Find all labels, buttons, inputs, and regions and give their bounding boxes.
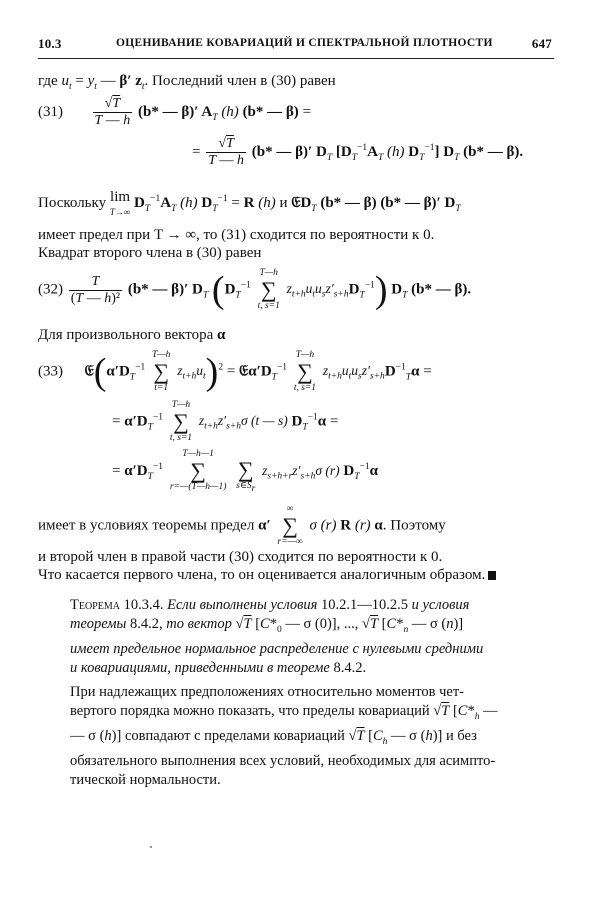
text-line-has-limit: имеет в условиях теоремы предел α′ ∞ ∑ r=—∞ σ (r) R (r) α. Поэтому bbox=[38, 504, 446, 547]
running-title: ОЦЕНИВАНИЕ КОВАРИАЦИЙ И СПЕКТРАЛЬНОЙ ПЛОТНОСТИ bbox=[116, 37, 493, 49]
theorem-text-4: то вектор bbox=[166, 616, 232, 632]
theorem-text-1: Если выполнены условия bbox=[167, 597, 318, 613]
text-line-limit: имеет предел при T → ∞, то (31) сходится по вероятности к 0. bbox=[38, 227, 435, 243]
equation-31-part2: = $\frac{√T}{T — h}$ (b* — β)′ $D_T$ [$D_T^{-1}A_T$ (h) $D_T^{-1}$] $D_T$ (b* — β). bbox=[192, 136, 524, 168]
theorem-number: 10.3.4. bbox=[123, 597, 164, 613]
para-line-4: обязательного выполнения всех условий, необходимых для асимпто- bbox=[70, 752, 496, 769]
text-line-vector: Для произвольного вектора α bbox=[38, 327, 226, 343]
equation-31-label: (31) bbox=[38, 103, 63, 120]
para-line-3-text: совпадают с пределами ковариаций bbox=[124, 727, 345, 744]
text-arbitrary-vector: Для произвольного вектора bbox=[38, 327, 214, 343]
theorem-label: Теорема bbox=[70, 597, 120, 613]
theorem-text-6: и ковариациями, приведенными в теореме bbox=[70, 659, 330, 676]
theorem-ref-2: 8.4.2, bbox=[130, 616, 163, 632]
para-line-2: вертого порядка можно показать, что пределы ковариаций √T [$C*_h$ — bbox=[70, 703, 498, 722]
text-line-second-term: и второй член в правой части (30) сходится по вероятности к 0. bbox=[38, 549, 443, 565]
running-header bbox=[38, 36, 552, 56]
equation-32: (32) $\frac{T}{\text{(T — h)²}}$ (b* — β)′ $D_T$ ($D_T^{-1}$ T—h ∑ t, s=1 $z_{t+h}u_tu_sz'_{s+h}D_T^{-1}$) $D_T$ (b* — β). bbox=[38, 268, 472, 311]
equation-32-label: (32) bbox=[38, 281, 63, 298]
theorem-ref-3: 8.4.2. bbox=[333, 659, 367, 676]
equation-33-label: (33) bbox=[38, 363, 63, 380]
text-has-limit: имеет в условиях теоремы предел bbox=[38, 517, 255, 534]
theorem-10-3-4: Теорема 10.3.4. Если выполнены условия 10.2.1—10.2.5 и условия теоремы 8.4.2, то вектор √T [$C*_0$ — σ (0)], ..., √T [$C*_n$ — σ (n)] имеет предельное нормальное распределение с нулевыми средними и ковариациями, приведенными в теореме 8.4.2. bbox=[70, 596, 558, 678]
end-of-proof-mark bbox=[488, 571, 496, 580]
text-line-since: Поскольку lim T→∞ $D_T^{-1}A_T$ (h) $D_T^{-1} = R$ (h) и 𝔈D$_T$ (b* — β) (b* — β)′ $D_T$ bbox=[38, 189, 461, 217]
equation-31-part1: (31) $\frac{√T}{T — h}$ (b* — β)′ $A_T$ (h) (b* — β) = bbox=[38, 96, 312, 128]
para-line-3-end: и без bbox=[445, 727, 477, 744]
text-last-term: . Последний член в (30) равен bbox=[144, 73, 336, 89]
para-line-3: — σ (h)] совпадают с пределами ковариаций √T [$C_h$ — σ (h)] и без bbox=[70, 727, 477, 747]
page-number: 647 bbox=[531, 36, 552, 51]
text-line-square: Квадрат второго члена в (30) равен bbox=[38, 245, 262, 261]
equation-33-part3: = $\alpha'D_T^{-1}$ T—h—1 ∑ r=—(T—h—1) ∑ $s\in S_r$ $z_{s+h+r}z'_{s+h}\sigma$ (r) $D_T^{-1}\alpha$ bbox=[112, 449, 379, 494]
theorem-text-5: имеет предельное нормальное распределение с нулевыми средними bbox=[70, 640, 484, 657]
section-number: 10.3 bbox=[38, 36, 62, 51]
print-speck bbox=[150, 846, 152, 848]
equation-33-part1: (33) $𝔈(\alpha'D_T^{-1}$ T—h ∑ t=1 $z_{t+h}u_t)^2$ = $𝔈\alpha'D_T^{-1}$ T—h ∑ t, s=1 $z_{t+h}u_tu_sz'_{s+h}D^{-1}_T\alpha$ = bbox=[38, 350, 432, 393]
text-first-term: Что касается первого члена, то он оценивается аналогичным образом. bbox=[38, 567, 486, 583]
word-where: где bbox=[38, 73, 58, 89]
equation-33-part2: = $\alpha'D_T^{-1}$ T—h ∑ t, s=1 $z_{t+h}z'_{s+h}\sigma$ (t — s) $D_T^{-1}\alpha$ = bbox=[112, 400, 339, 443]
closing-paragraph bbox=[70, 683, 558, 790]
text-line-first-term bbox=[38, 566, 496, 584]
para-line-2-text: вертого порядка можно показать, что пределы ковариаций bbox=[70, 703, 430, 719]
theorem-ref-1: 10.2.1—10.2.5 bbox=[320, 597, 408, 613]
header-rule bbox=[38, 58, 554, 59]
para-line-1: При надлежащих предположениях относительно моментов чет- bbox=[70, 684, 465, 700]
theorem-text-2: и условия bbox=[411, 597, 470, 613]
word-since: Поскольку bbox=[38, 195, 107, 211]
theorem-text-3: теоремы bbox=[70, 616, 127, 632]
text-therefore: . Поэтому bbox=[382, 517, 446, 534]
para-line-5: тической нормальности. bbox=[70, 771, 221, 788]
text-line-where: где $u_t = y_t$ — β′ $z_t$. Последний член в (30) равен bbox=[38, 73, 336, 92]
